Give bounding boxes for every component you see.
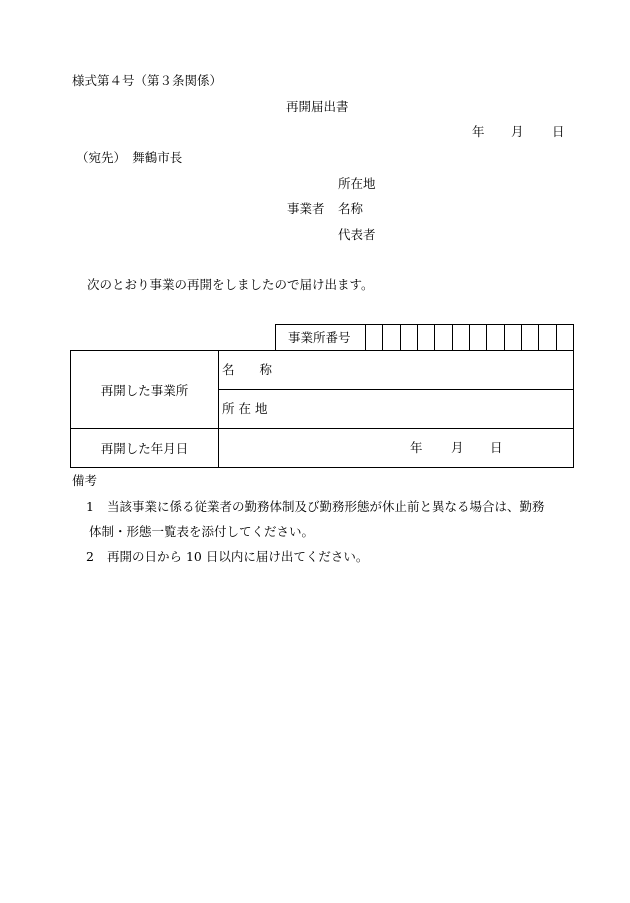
remark-1-line-2: 体制・形態一覧表を添付してください。 (89, 524, 315, 539)
remark-1-line-1: 当該事業に係る従業者の勤務体制及び勤務形態が休止前と異なる場合は、勤務 (107, 499, 545, 514)
office-number-digit-cell[interactable] (365, 324, 382, 351)
office-number-digit-cell[interactable] (556, 324, 573, 351)
date-year-label: 年 (472, 124, 485, 139)
office-number-digit-cell[interactable] (469, 324, 486, 351)
recipient: （宛先） 舞鶴市長 (76, 150, 183, 165)
office-number-digit-cell[interactable] (400, 324, 417, 351)
reopen-date-year: 年 (410, 440, 423, 455)
document-title: 再開届出書 (286, 99, 349, 114)
applicant-address-label: 所在地 (338, 176, 376, 191)
remarks-heading: 備考 (72, 473, 98, 488)
remark-2-number: 2 (86, 549, 94, 564)
applicant-group-label: 事業者 (287, 201, 325, 216)
office-address-label: 所 在 地 (222, 401, 268, 416)
applicant-name-label: 名称 (338, 201, 364, 216)
office-name-field[interactable] (290, 354, 570, 386)
office-number-digit-cell[interactable] (452, 324, 469, 351)
office-number-digit-cell[interactable] (417, 324, 434, 351)
statement: 次のとおり事業の再開をしましたので届け出ます。 (87, 277, 374, 292)
reopen-date-field[interactable] (222, 431, 570, 465)
remark-1-number: 1 (86, 499, 94, 514)
office-address-field[interactable] (290, 393, 570, 425)
office-number-label: 事業所番号 (288, 330, 351, 345)
reopen-date-day: 日 (490, 440, 503, 455)
office-number-digit-cell[interactable] (434, 324, 451, 351)
reopen-date-month: 月 (451, 440, 464, 455)
office-number-digit-cell[interactable] (382, 324, 399, 351)
remark-2-text: 再開の日から 10 日以内に届け出てください。 (107, 549, 369, 564)
office-number-digit-cell[interactable] (521, 324, 538, 351)
date-month-label: 月 (511, 124, 524, 139)
form-number: 様式第４号（第３条関係） (72, 73, 223, 88)
office-number-digit-cell[interactable] (538, 324, 555, 351)
applicant-representative-label: 代表者 (338, 227, 376, 242)
office-name-label: 名 称 (222, 362, 273, 377)
office-number-digit-cell[interactable] (504, 324, 521, 351)
reopen-date-label: 再開した年月日 (100, 441, 189, 456)
date-day-label: 日 (552, 124, 565, 139)
reopened-office-label: 再開した事業所 (100, 382, 189, 398)
office-number-digit-cell[interactable] (486, 324, 503, 351)
